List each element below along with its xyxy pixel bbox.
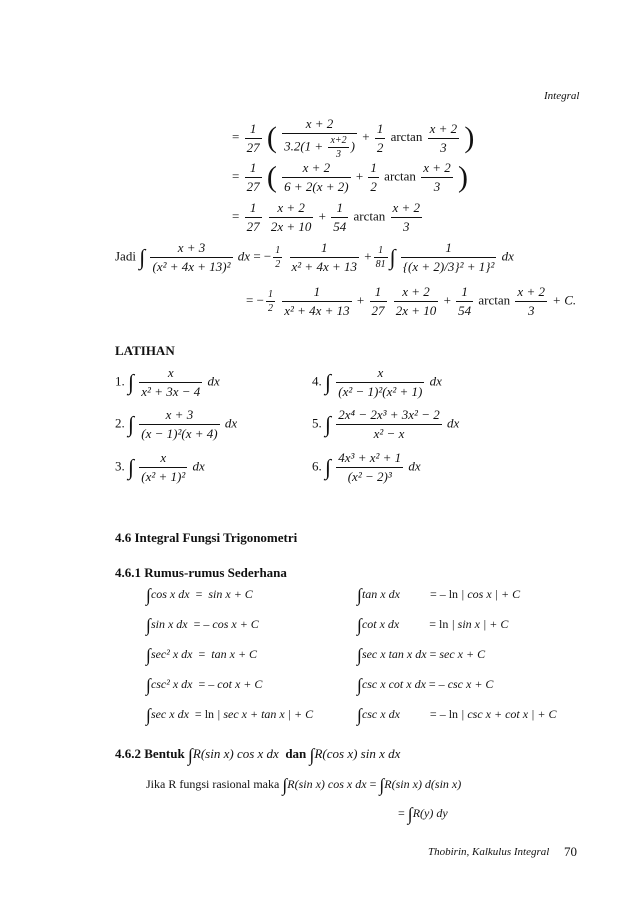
half-fraction: $\frac{1}{2}$: [275, 245, 281, 270]
term-fraction: $\frac{1}{\text{x² + 4x + 13}}$: [284, 284, 350, 318]
exercise-fraction: $\frac{x + 3}{\text{(x − 1)²(x + 4)}}$: [141, 407, 218, 441]
page-number: 70: [564, 844, 577, 859]
equals-sign: =: [232, 208, 240, 224]
formula-left-5: ∫sec x dx = ln | sec x + tan x | + C: [146, 705, 314, 725]
exercise-number: 2.: [115, 415, 125, 431]
exercise-number: 6.: [312, 458, 322, 474]
exercise-item: [115, 450, 205, 485]
integral-sign: ∫: [128, 369, 135, 395]
main-fraction: $\frac{x + 2}{2x + 10}$: [395, 284, 437, 318]
arctan-argument: $\frac{x + 2}{3}$: [392, 200, 421, 234]
constant-fraction: $\frac{1}{81}$: [375, 245, 386, 270]
exercise-fraction: $\frac{\text{2x⁴ − 2x³ + 3x² − 2}}{\text{x² − x}}$: [338, 407, 440, 441]
integrand-fraction-2: $\frac{1}{\text{\{(x + 2)/3\}² + 1\}²}}$: [402, 240, 495, 274]
half-fraction: $\frac{1}{2}$: [376, 120, 384, 155]
exercise-number: 5.: [312, 415, 322, 431]
main-fraction: $\frac{x + 2}{6 + 2(x + 2)}$: [284, 160, 349, 194]
section-heading: 4.6 Integral Fungsi Trigonometri: [115, 530, 298, 545]
plus-sign: +: [355, 168, 364, 184]
rational-function-statement: Jika R fungsi rasional maka ∫R(sin x) cos x dx = ∫R(sin x) d(sin x): [146, 775, 462, 795]
exercise-fraction: $\frac{\text{4x³ + x² + 1}}{\text{(x² − 2)³}}$: [338, 450, 402, 484]
arctan-label: arctan: [353, 208, 386, 224]
formula-right-3: ∫sec x tan x dx = sec x + C: [357, 645, 486, 665]
dx-label: dx: [429, 373, 442, 389]
arctan-label: arctan: [390, 128, 423, 144]
main-fraction: x + 2 3.2(1 + $\frac{x+2}{3}$ ): [284, 116, 355, 160]
jadi-label: Jadi: [115, 248, 136, 264]
formula-right-4: ∫csc x cot x dx = – csc x + C: [357, 675, 494, 695]
exercise-item: [312, 450, 421, 485]
nested-fraction: $\frac{x+2}{3}$: [330, 135, 347, 160]
dx-label: dx: [237, 248, 251, 264]
dx-label: dx: [408, 458, 421, 474]
exercise-fraction: $\frac{x}{\text{(x² − 1)²(x² + 1)}}$: [338, 365, 423, 399]
plus-sign: +: [364, 248, 372, 264]
integral-sign: ∫: [389, 244, 396, 270]
open-paren: (: [266, 160, 277, 194]
running-header: Integral: [544, 90, 580, 102]
formula-left-1: ∫cos x dx = sin x + C: [146, 585, 253, 605]
integral-sign: ∫: [325, 454, 332, 480]
arctan-label: arctan: [478, 292, 511, 308]
dx-label: dx: [501, 248, 514, 264]
exercise-item: [312, 365, 442, 400]
minus-sign: −: [263, 248, 272, 264]
exercise-fraction: $\frac{x}{\text{x² + 3x − 4}}$: [141, 365, 201, 399]
integral-sign: ∫: [325, 369, 332, 395]
integral-sign: ∫: [128, 411, 135, 437]
constant-of-integration: + C.: [552, 292, 577, 308]
arctan-argument: $\frac{x + 2}{3}$: [423, 160, 451, 194]
arctan-argument: $\frac{x + 2}{3}$: [429, 120, 458, 155]
exercise-number: 4.: [312, 373, 322, 389]
exercise-item: [115, 365, 220, 400]
plus-sign: +: [356, 292, 365, 308]
dx-label: dx: [192, 458, 205, 474]
coefficient-fraction: $\frac{1}{27}$: [246, 120, 260, 155]
derivation-step-1: [232, 116, 474, 160]
coefficient-fraction: $\frac{1}{27}$: [371, 284, 385, 318]
plus-sign: +: [362, 128, 370, 144]
derivation-step-2: [232, 160, 468, 195]
integrand-fraction: $\frac{x + 3}{\text{(x² + 4x + 13)²}}$: [152, 240, 231, 274]
main-fraction: $\frac{x + 2}{2x + 10}$: [270, 200, 312, 234]
equals-sign: =: [246, 292, 254, 308]
close-paren: ): [457, 160, 468, 194]
minus-sign: −: [256, 292, 264, 308]
formula-right-5: ∫csc x dx = – ln | csc x + cot x | + C: [357, 705, 557, 725]
formula-right-1: ∫tan x dx = – ln | cos x | + C: [357, 585, 521, 605]
half-fraction: $\frac{1}{2}$: [370, 160, 377, 194]
coefficient-fraction: $\frac{1}{27}$: [246, 200, 260, 234]
exercise-fraction: $\frac{x}{\text{(x² + 1)²}}$: [141, 450, 186, 484]
exercises-heading: LATIHAN: [115, 343, 175, 358]
formula-left-4: ∫csc² x dx = – cot x + C: [146, 675, 263, 695]
constant-fraction: $\frac{1}{54}$: [458, 284, 472, 318]
plus-sign: +: [318, 208, 326, 224]
integral-sign: ∫: [128, 454, 135, 480]
arctan-label: arctan: [384, 168, 416, 184]
subsection-heading: 4.6.1 Rumus-rumus Sederhana: [115, 565, 287, 580]
subsection-heading-462: 4.6.2 Bentuk ∫R(sin x) cos x dx dan ∫R(cos x) sin x dx: [115, 745, 401, 766]
constant-fraction: $\frac{1}{54}$: [333, 200, 347, 234]
formula-left-3: ∫sec² x dx = tan x + C: [146, 645, 258, 665]
formula-right-2: ∫cot x dx = ln | sin x | + C: [357, 615, 509, 635]
half-fraction: $\frac{1}{2}$: [267, 289, 273, 314]
derivation-step-3: [232, 200, 424, 235]
coefficient-fraction: $\frac{1}{27}$: [246, 160, 260, 194]
final-result-line: [246, 284, 576, 319]
plus-sign: +: [443, 292, 451, 308]
dx-label: dx: [446, 415, 460, 431]
dx-label: dx: [207, 373, 220, 389]
close-paren: ): [464, 121, 475, 154]
substitution-result: = ∫R(y) dy: [398, 804, 448, 824]
equals-sign: =: [232, 168, 240, 184]
equals-sign: =: [253, 248, 261, 264]
integral-sign: ∫: [139, 244, 146, 270]
term-fraction: $\frac{1}{\text{x² + 4x + 13}}$: [291, 240, 357, 274]
dx-label: dx: [224, 415, 238, 431]
exercise-number: 3.: [115, 458, 125, 474]
open-paren: (: [266, 121, 277, 154]
formula-left-2: ∫sin x dx = – cos x + C: [146, 615, 259, 635]
exercise-item: [312, 407, 459, 442]
exercise-item: [115, 407, 237, 442]
running-footer: Thobirin, Kalkulus Integral: [428, 846, 550, 858]
conclusion-line: [115, 240, 514, 275]
exercise-number: 1.: [115, 373, 125, 389]
equals-sign: =: [232, 128, 240, 144]
arctan-argument: $\frac{x + 2}{3}$: [517, 284, 545, 318]
integral-sign: ∫: [325, 411, 332, 437]
